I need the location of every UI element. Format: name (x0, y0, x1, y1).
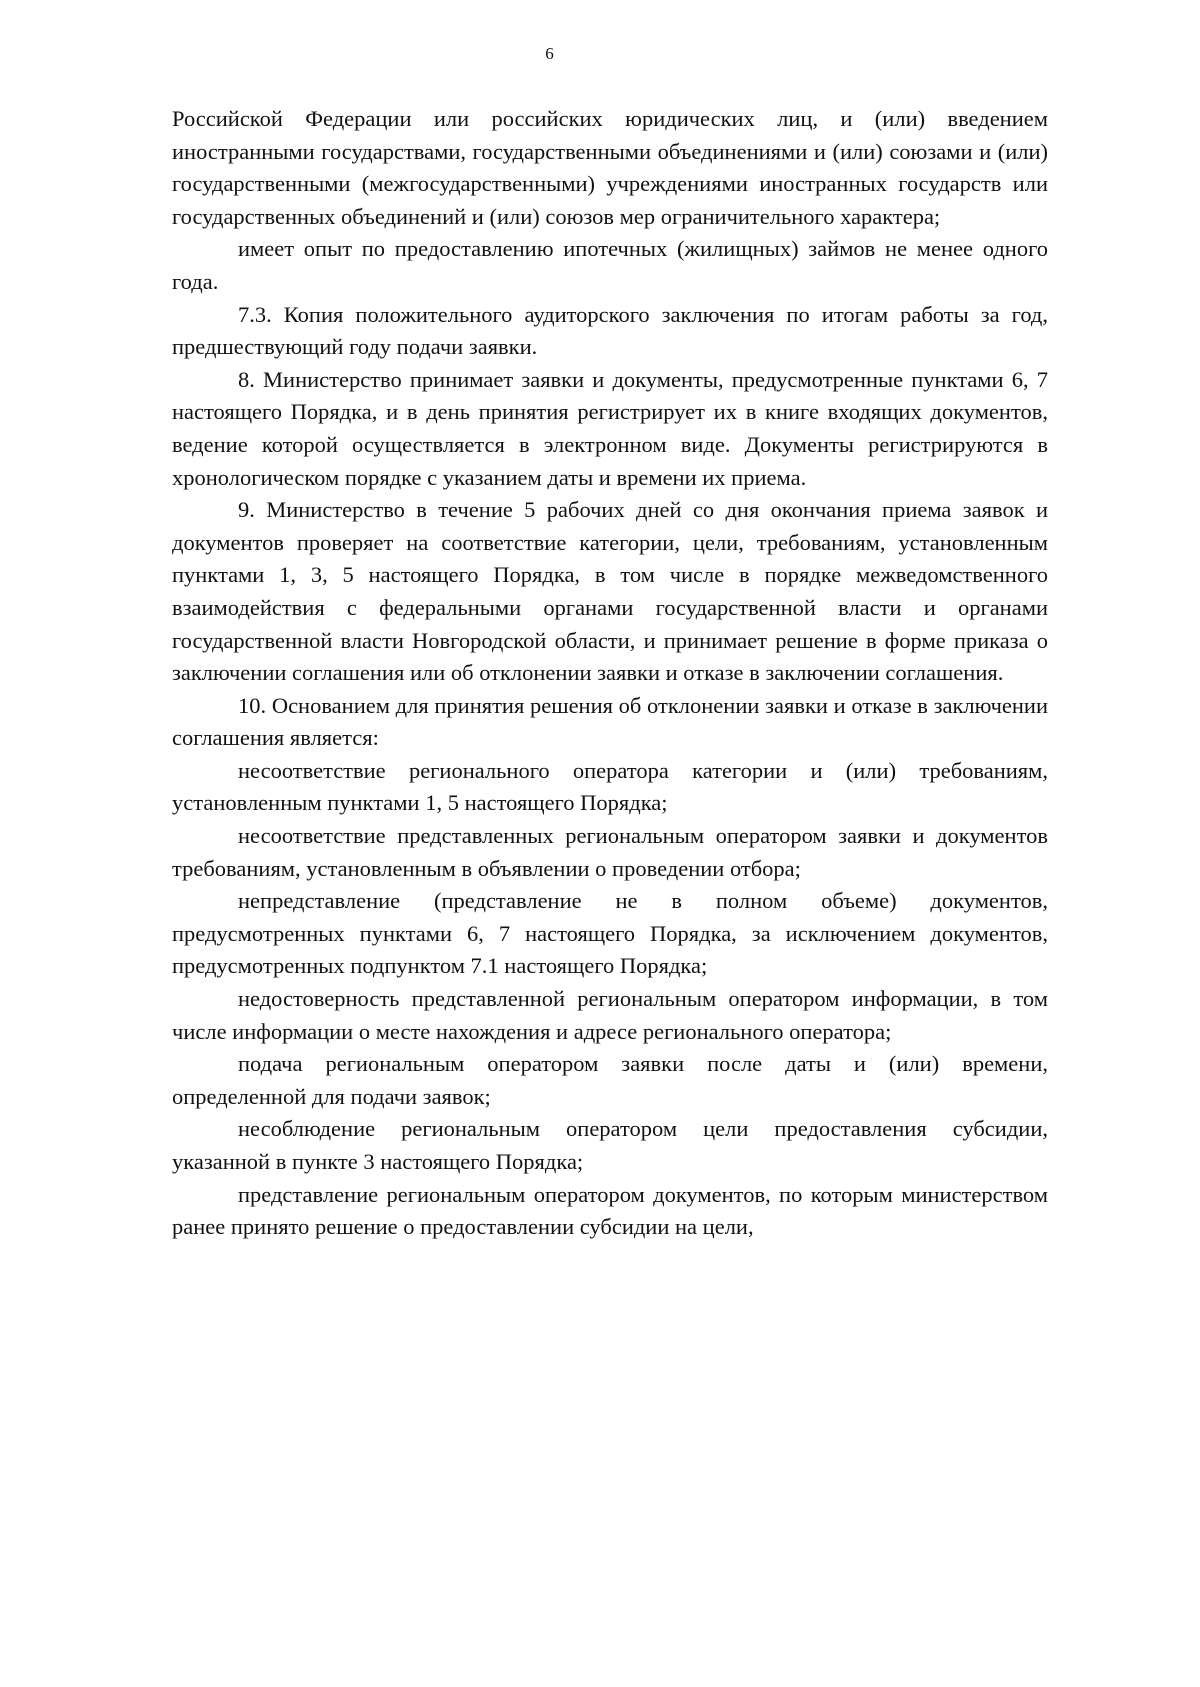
paragraph-9: 9. Министерство в течение 5 рабочих дней со дня окончания приема заявок и документов проверяет на соответствие категории, цели, требованиям, установленным пунктами 1, 3, 5 настоящего Порядка, в том числе в порядке межведомственного взаимодействия с федеральными органами государственной власти и органами государственной власти Новгородской области, и принимает решение в форме приказа о заключении соглашения или об отклонении заявки и отказе в заключении соглашения. (172, 497, 1048, 686)
paragraph-8: 8. Министерство принимает заявки и документы, предусмотренные пунктами 6, 7 настоящего Порядка, и в день принятия регистрирует их в книге входящих документов, ведение которой осуществляется в электронном виде. Документы регистрируются в хронологическом порядке с указанием даты и времени их приема. (172, 366, 1048, 490)
list-item-late-submission: подача региональным оператором заявки после даты и (или) времени, определенной для подачи заявок; (172, 1051, 1048, 1109)
paragraph-10: 10. Основанием для принятия решения об отклонении заявки и отказе в заключении соглашения является: (172, 692, 1048, 751)
list-item-purpose-violation: несоблюдение региональным оператором цели предоставления субсидии, указанной в пункте 3 настоящего Порядка; (172, 1116, 1048, 1174)
list-item-prior-decision: представление региональным оператором документов, по которым министерством ранее принято решение о предоставлении субсидии на цели, (172, 1181, 1048, 1240)
paragraph-7-3: 7.3. Копия положительного аудиторского заключения по итогам работы за год, предшествующий году подачи заявки. (172, 301, 1048, 360)
list-item-category-mismatch: несоответствие регионального оператора категории и (или) требованиям, установленным пунктами 1, 5 настоящего Порядка; (172, 757, 1048, 816)
paragraph-continuation: Российской Федерации или российских юридических лиц, и (или) введением иностранными государствами, государственными объединениями и (или) союзами и (или) государственными (межгосударственными) учреждениями иностранных государств или государственных объединений и (или) союзов мер ограничительного характера; (172, 106, 1048, 229)
document-body (172, 103, 1048, 1244)
list-item-unreliable-info: недостоверность представленной региональным оператором информации, в том числе информации о месте нахождения и адресе регионального оператора; (172, 986, 1048, 1044)
list-item-documents-missing: непредставление (представление не в полном объеме) документов, предусмотренных пунктами 6, 7 настоящего Порядка, за исключением документов, предусмотренных подпунктом 7.1 настоящего Порядка; (172, 888, 1048, 979)
list-item-documents-mismatch: несоответствие представленных региональным оператором заявки и документов требованиям, установленным в объявлении о проведении отбора; (172, 823, 1048, 881)
page-number: 6 (545, 44, 554, 63)
paragraph-experience: имеет опыт по предоставлению ипотечных (жилищных) займов не менее одного года. (172, 236, 1048, 294)
